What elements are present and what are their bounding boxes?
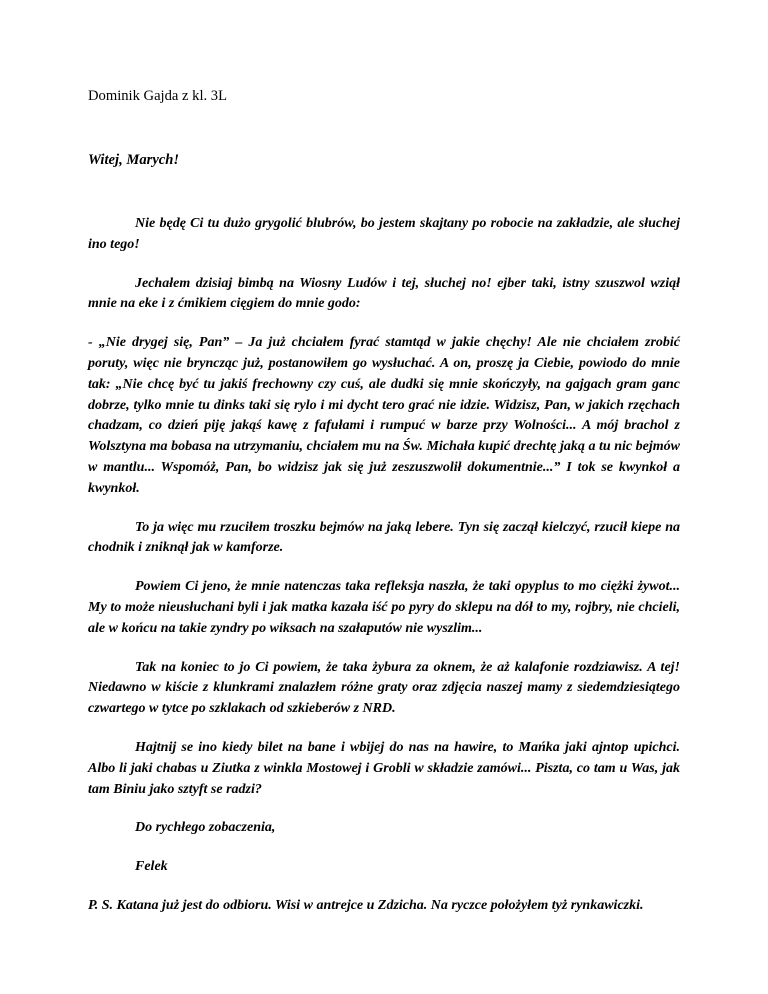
paragraph-quote: - „Nie drygej się, Pan” – Ja już chciałem fyrać stamtąd w jakie chęchy! Ale nie chciałem zrobić poruty, więc nie bryncząc już, postanowiłem go wysłuchać. A on, proszę ja Ciebie, powiodo do mnie tak: „Nie chcę być tu jakiś frechowny czy cuś, ale dudki się mnie skończyły, na gajgach gram ganc dobrze, tylko mnie tu dinks taki się rylo i mi dycht tero grać nie idzie. Widzisz, Pan, w jakich rzęchach chadzam, co dzień piję jakąś kawę z fafułami i rumpuć w barze przy Wolności... A mój brachol z Wolsztyna ma bobasa na utrzymaniu, chciałem mu na Św. Michała kupić drechtę jaką a tu nic bejmów w mantlu... Wspomóż, Pan, bo widzisz jak się już zeszuszwolił dokumentnie...” I tok se kwynkoł a kwynkoł. [88, 335, 680, 496]
letter-page [88, 86, 680, 917]
letter-body [88, 214, 680, 917]
paragraph: Nie będę Ci tu dużo grygolić blubrów, bo jestem skajtany po robocie na zakładzie, ale słuchej ino tego! [88, 216, 680, 252]
letter-signature: Felek [135, 859, 168, 875]
paragraph: Tak na koniec to jo Ci powiem, że taka żybura za oknem, że aż kalafonie rozdziawisz. A tej! Niedawno w kiście z klunkrami znalazłem różne graty oraz zdjęcia naszej mamy z siedemdziesiątego czwartego w tytce po szklakach od szkieberów z NRD. [88, 659, 680, 717]
author-line: Dominik Gajda z kl. 3L [88, 88, 228, 104]
letter-postscript: P. S. Katana już jest do odbioru. Wisi w antrejce u Zdzicha. Na ryczce położyłem tyż rynkawiczki. [88, 897, 644, 913]
letter-closing: Do rychłego zobaczenia, [135, 820, 276, 836]
letter-greeting: Witej, Marych! [88, 152, 180, 168]
paragraph: To ja więc mu rzuciłem troszku bejmów na jaką lebere. Tyn się zaczął kielczyć, rzucił kiepe na chodnik i zniknął jak w kamforze. [88, 519, 680, 556]
paragraph: Jechałem dzisiaj bimbą na Wiosny Ludów i tej, słuchej no! ejber taki, istny szuszwol wziął mnie na eke i z ćmikiem cięgiem do mnie godo: [88, 275, 680, 312]
paragraph: Powiem Ci jeno, że mnie natenczas taka refleksja naszła, że taki opyplus to mo ciężki żywot... My to może nieusłuchani byli i jak matka kazała iść po pyry do sklepu na dół to my, rojbry, nie chcieli, ale w końcu na takie zyndry po wiksach na szałaputów nie wyszlim... [88, 579, 680, 636]
paragraph: Hajtnij se ino kiedy bilet na bane i wbijej do nas na hawire, to Mańka jaki ajntop upichci. Albo li jaki chabas u Ziutka z winkla Mostowej i Grobli w składzie zamówi... Piszta, co tam u Was, jak tam Biniu jako sztyft se radzi? [88, 739, 680, 797]
